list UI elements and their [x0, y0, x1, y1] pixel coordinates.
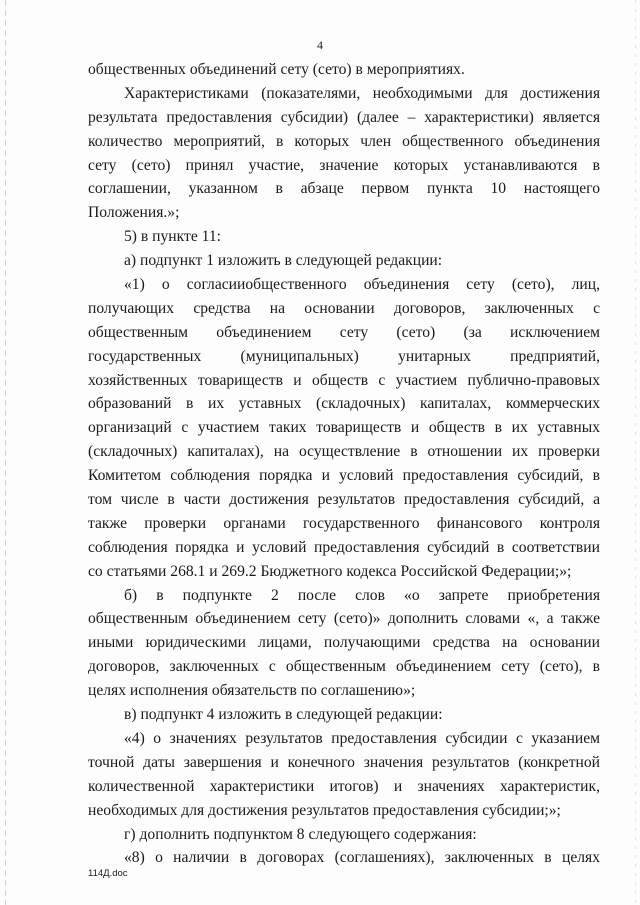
page-number: 4 — [317, 38, 323, 52]
text-line: Характеристиками (показателями, необходимыми для достижения — [124, 84, 600, 102]
text-line: образований в их уставных (складочных) капиталах, коммерческих — [88, 395, 600, 413]
text-line: соблюдения порядка и условий предоставления субсидий в соответствии — [88, 538, 600, 556]
text-line: точной даты завершения и конечного значения результатов (конкретной — [88, 753, 600, 771]
text-line: в) подпункт 4 изложить в следующей редакции: — [124, 706, 443, 724]
text-line: общественным объединением сету (сето)» дополнить словами «, а также — [88, 610, 600, 628]
scan-edge-right — [635, 0, 636, 905]
text-line: получающих средства на основании договоров, заключенных с — [88, 299, 600, 317]
text-line: договоров, заключенных с общественным объединением сету (сето), в — [88, 658, 600, 676]
text-line: также проверки органами государственного финансового контроля — [88, 514, 600, 532]
text-line: Положения.»; — [88, 204, 180, 222]
text-line: общественных объединений сету (сето) в мероприятиях. — [88, 61, 465, 78]
text-line: том числе в части достижения результатов предоставления субсидий, а — [88, 491, 600, 509]
text-line: «8) о наличии в договорах (соглашениях), заключенных в целях — [124, 849, 600, 867]
text-line: сету (сето) принял участие, значение которых устанавливаются в — [88, 156, 600, 174]
text-line: количество мероприятий, в которых член общественного объединения — [88, 132, 600, 150]
text-line: целях исполнения обязательств по соглашению»; — [88, 682, 416, 700]
text-line: «1) о согласииобщественного объединения сету (сето), лиц, — [124, 276, 600, 294]
text-line: организаций с участием таких товариществ и обществ в их уставных — [88, 419, 600, 437]
text-line: необходимых для достижения результатов предоставления субсидии;»; — [88, 801, 561, 819]
text-line: результата предоставления субсидии) (далее – характеристики) является — [88, 108, 600, 126]
text-line: а) подпункт 1 изложить в следующей редакции: — [124, 252, 443, 270]
text-line: 5) в пункте 11: — [124, 228, 221, 246]
text-line: соглашении, указанном в абзаце первом пункта 10 настоящего — [88, 180, 600, 198]
scan-edge-left — [5, 0, 6, 905]
text-line: общественным объединением сету (сето) (за исключением — [88, 323, 600, 341]
text-line: хозяйственных товариществ и обществ с участием публично-правовых — [88, 371, 600, 389]
text-line: «4) о значениях результатов предоставления субсидии с указанием — [124, 729, 600, 747]
footer-filename: 114Д.doc — [88, 868, 128, 879]
text-line: количественной характеристики итогов) и значениях характеристик, — [88, 777, 600, 795]
text-line: иными юридическими лицами, получающими средства на основании — [88, 634, 600, 652]
text-line: б) в подпункте 2 после слов «о запрете приобретения — [124, 586, 600, 604]
text-line: со статьями 268.1 и 269.2 Бюджетного кодекса Российской Федерации;»; — [88, 562, 572, 580]
text-line: (складочных) капиталах), на осуществление в отношении их проверки — [88, 443, 600, 461]
document-body — [88, 58, 600, 870]
text-line: Комитетом соблюдения порядка и условий предоставления субсидий, в — [88, 467, 600, 485]
text-line: г) дополнить подпунктом 8 следующего содержания: — [124, 825, 477, 843]
text-line: государственных (муниципальных) унитарных предприятий, — [88, 347, 600, 365]
